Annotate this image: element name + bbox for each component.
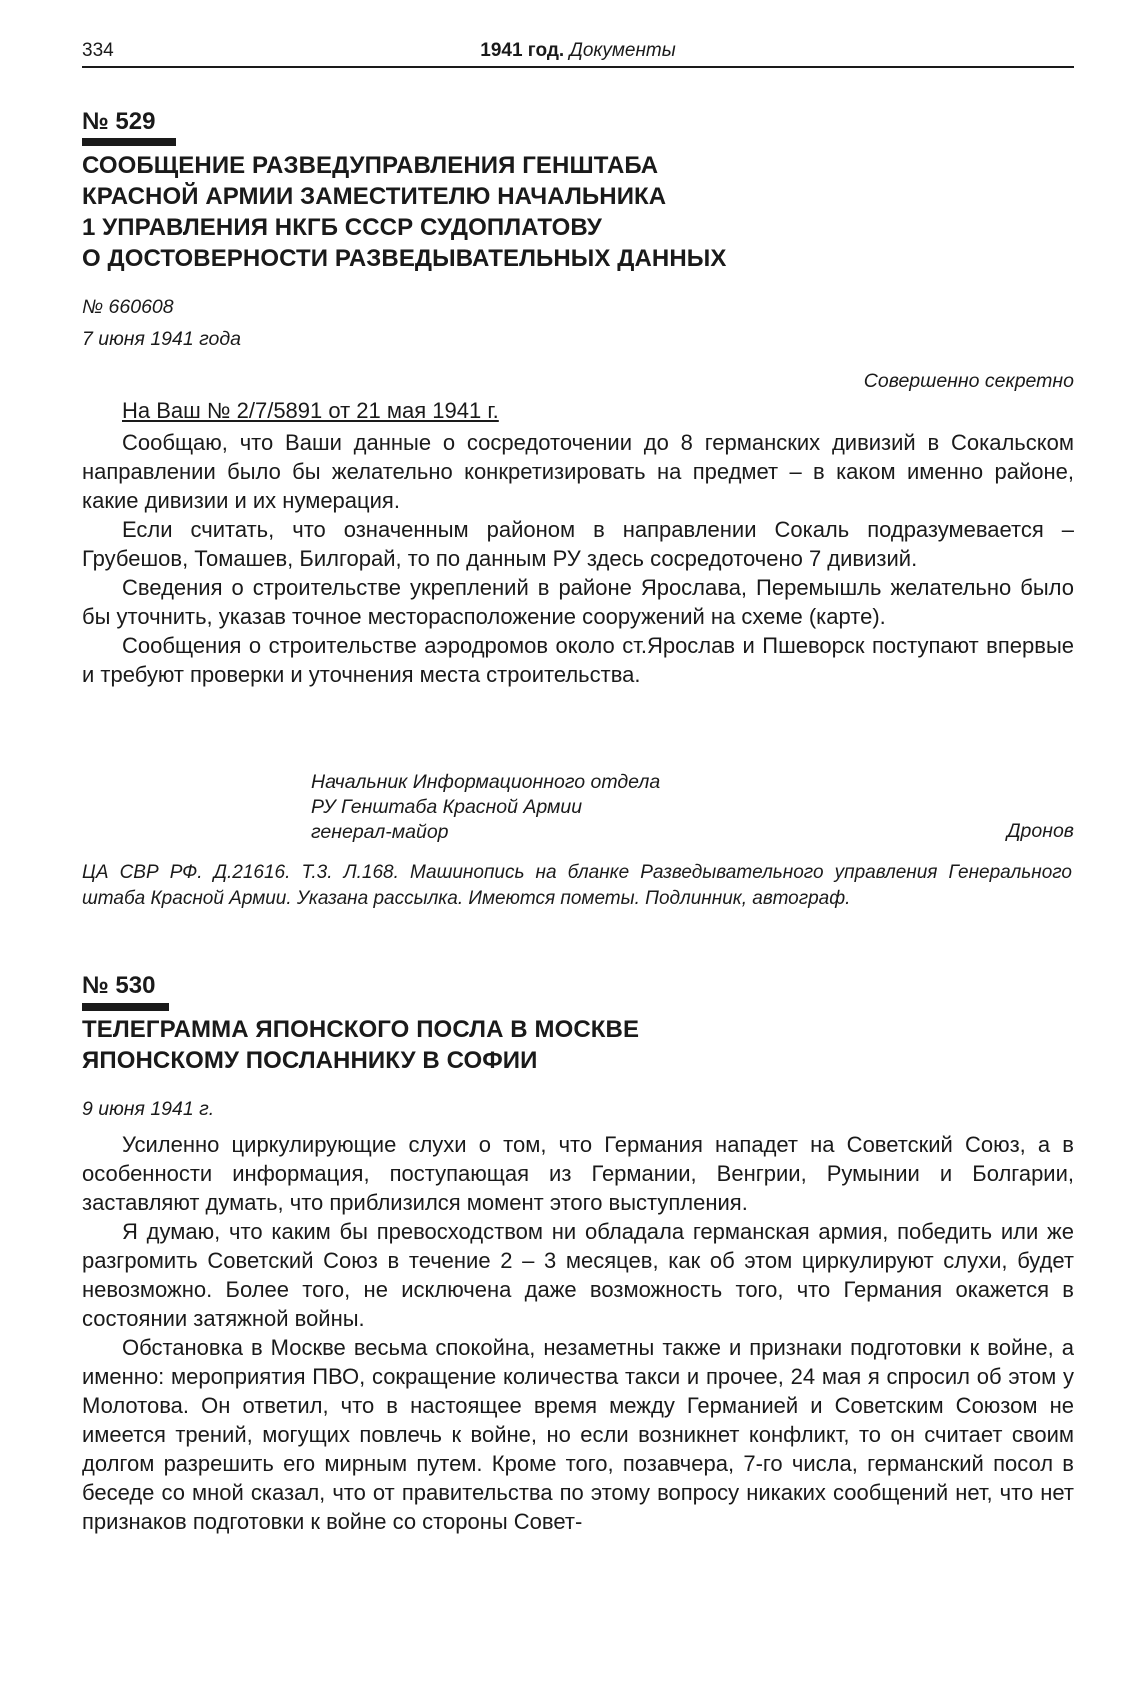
page-number: 334 [82, 40, 114, 61]
page-header [82, 38, 1074, 68]
doc-529-title-line: КРАСНОЙ АРМИИ ЗАМЕСТИТЕЛЮ НАЧАЛЬНИКА [82, 183, 667, 210]
signatory-line: Начальник Информационного отдела [311, 771, 661, 793]
doc-530-title-line: ЯПОНСКОМУ ПОСЛАННИКУ В СОФИИ [82, 1047, 538, 1074]
doc-529-title-line: О ДОСТОВЕРНОСТИ РАЗВЕДЫВАТЕЛЬНЫХ ДАННЫХ [82, 245, 727, 272]
doc-529-title [82, 150, 1082, 274]
doc-529-body [82, 428, 1074, 689]
doc-529-title-line: 1 УПРАВЛЕНИЯ НКГБ СССР СУДОПЛАТОВУ [82, 214, 602, 241]
doc-530-title [82, 1014, 1082, 1076]
doc-530-number: № 530 [82, 972, 156, 999]
signatory-line: генерал-майор [311, 821, 449, 843]
paragraph: Обстановка в Москве весьма спокойна, незаметны также и признаки подготовки к войне, а именно: мероприятия ПВО, сокращение количества такси и прочее, 24 мая я спросил об этом у Молотова. Он ответил, что в настоящее время между Германией и Советским Союзом не имеется трений, могущих повлечь к войне, но если возникнет конфликт, то он считает своим долгом разрешить его мирным путем. Кроме того, позавчера, 7-го числа, германский посол в беседе со мной сказал, что от правительства по этому вопросу никаких сообщений нет, что нет признаков подготовки к войне со стороны Совет- [82, 1335, 1074, 1534]
paragraph: Усиленно циркулирующие слухи о том, что Германия нападет на Советский Союз, а в особенности информация, поступающая из Германии, Венгрии, Румынии и Болгарии, заставляют думать, что приблизился момент этого выступления. [82, 1132, 1074, 1215]
signatory-line: РУ Генштаба Красной Армии [311, 796, 583, 818]
doc-529-rule [82, 138, 176, 146]
doc-529-reg-number: № 660608 [82, 296, 174, 318]
doc-529-date: 7 июня 1941 года [82, 328, 241, 350]
paragraph: Я думаю, что каким бы превосходством ни обладала германская армия, победить или же разгромить Советский Союз в течение 2 – 3 месяцев, как об этом циркулируют слухи, будет невозможно. Более того, не исключена даже возможность того, что Германия окажется в состоянии затяжной войны. [82, 1219, 1074, 1331]
paragraph: Сообщаю, что Ваши данные о сосредоточении до 8 германских дивизий в Сокальском направлении было бы желательно конкретизировать на предмет – в каком именно районе, какие дивизии и их нумерация. [82, 430, 1074, 513]
doc-530-body [82, 1130, 1074, 1536]
doc-530-date: 9 июня 1941 г. [82, 1098, 215, 1120]
doc-530-rule [82, 1003, 169, 1011]
archive-source-note: ЦА СВР РФ. Д.21616. Т.3. Л.168. Машинопись на бланке Разведывательного управления Генерального штаба Красной Армии. Указана рассылка. Имеются пометы. Подлинник, автограф. [82, 862, 1072, 909]
paragraph: Сведения о строительстве укреплений в районе Ярослава, Перемышль желательно было бы уточнить, указав точное месторасположение сооружений на схеме (карте). [82, 575, 1074, 629]
classification-label: Совершенно секретно [863, 370, 1074, 392]
running-title-year: 1941 год. [480, 40, 565, 61]
signatory-name: Дронов [1006, 820, 1074, 842]
signatory-block [311, 770, 660, 845]
doc-529-number: № 529 [82, 108, 156, 135]
reference-line: На Ваш № 2/7/5891 от 21 мая 1941 г. [122, 398, 499, 423]
paragraph: Если считать, что означенным районом в направлении Сокаль подразумевается – Грубешов, Томашев, Билгорай, то по данным РУ здесь сосредоточено 7 дивизий. [82, 517, 1074, 571]
doc-529-title-line: СООБЩЕНИЕ РАЗВЕДУПРАВЛЕНИЯ ГЕНШТАБА [82, 152, 659, 179]
running-title [82, 40, 1074, 62]
running-title-section: Документы [569, 40, 676, 61]
paragraph: Сообщения о строительстве аэродромов около ст.Ярослав и Пшеворск поступают впервые и требуют проверки и уточнения места строительства. [82, 633, 1074, 687]
doc-530-title-line: ТЕЛЕГРАММА ЯПОНСКОГО ПОСЛА В МОСКВЕ [82, 1016, 640, 1043]
